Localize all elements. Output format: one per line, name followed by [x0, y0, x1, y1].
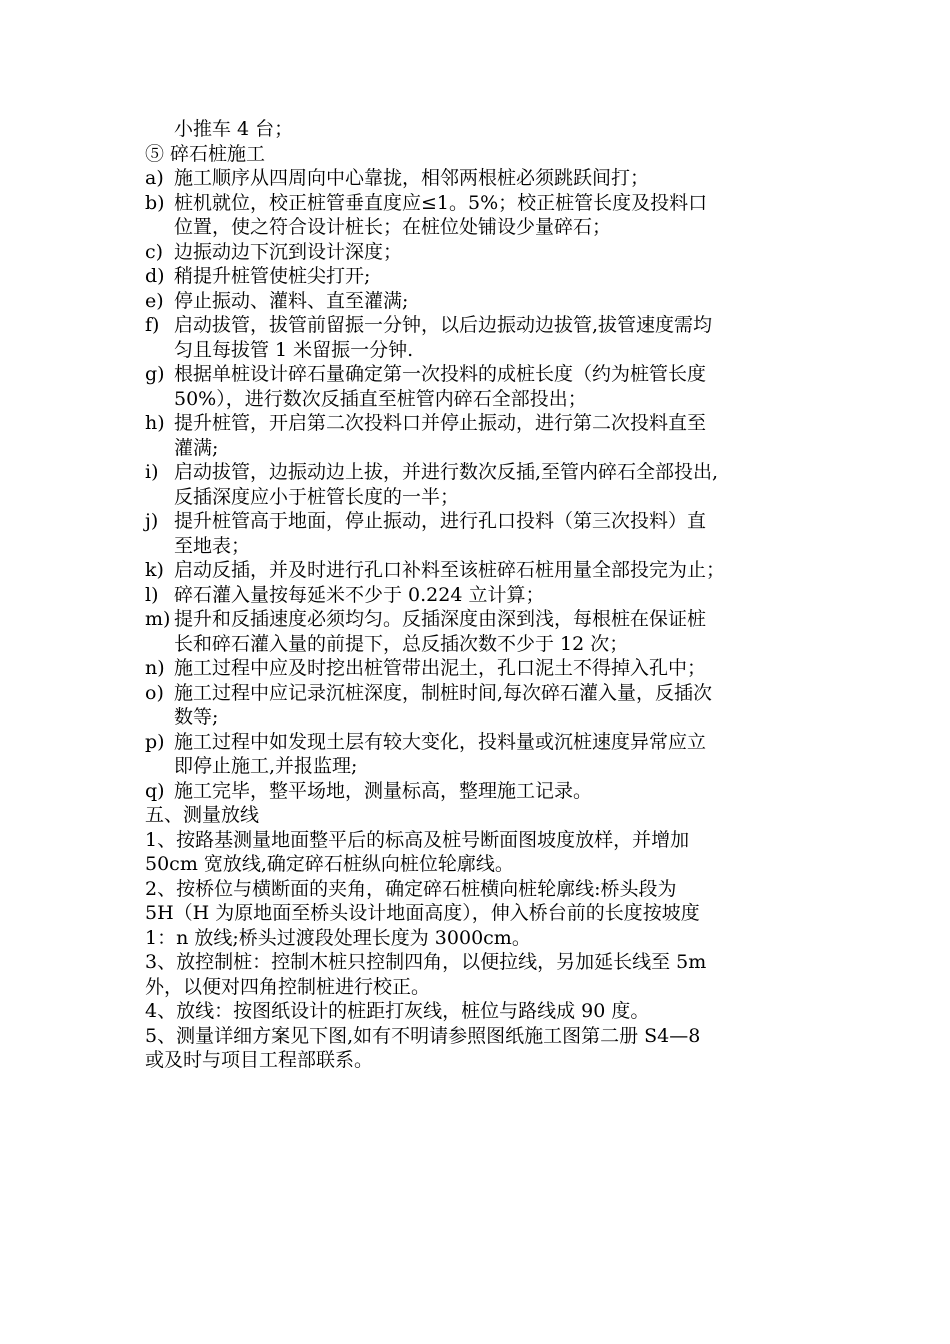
- text-line: 施工过程中如发现土层有较大变化，投料量或沉桩速度异常应立: [174, 730, 707, 753]
- paragraph: [145, 828, 810, 877]
- list-item: [145, 362, 810, 411]
- list-item: [145, 656, 810, 681]
- list-item: [145, 681, 810, 730]
- list-item: [145, 289, 810, 314]
- list-item-text: [174, 509, 810, 558]
- list-item-text: [174, 583, 810, 608]
- list-item-text: [174, 313, 810, 362]
- text-line: 5、测量详细方案见下图,如有不明请参照图纸施工图第二册 S4—8: [145, 1024, 701, 1047]
- list-item: [145, 166, 810, 191]
- text-line: 灌满;: [174, 436, 219, 459]
- paragraph: [145, 1024, 810, 1073]
- text-line: 碎石灌入量按每延米不少于 0.224 立计算；: [174, 583, 545, 606]
- list-item: [145, 191, 810, 240]
- text-line: 至地表；: [174, 534, 251, 557]
- text-line: 位置，使之符合设计桩长；在桩位处铺设少量碎石；: [174, 216, 612, 238]
- list-item-marker: a): [145, 167, 164, 189]
- text-line: 2、按桥位与横断面的夹角，确定碎石桩横向桩轮廓线:桥头段为: [145, 877, 677, 900]
- list-item: [145, 264, 810, 289]
- list-item-text: [174, 411, 810, 460]
- list-item-marker: h): [145, 412, 165, 434]
- text-line: 提升和反插速度必须均匀。反插深度由深到浅，每根桩在保证桩: [174, 608, 707, 630]
- list-item-marker: n): [145, 657, 165, 679]
- list-item: [145, 509, 810, 558]
- list-item-marker: j): [145, 510, 159, 532]
- list-item-text: [174, 681, 810, 730]
- list-item-marker: m): [145, 608, 171, 630]
- text-line: 长和碎石灌入量的前提下，总反插次数不少于 12 次；: [174, 632, 629, 655]
- text-line: 1：n 放线;桥头过渡段处理长度为 3000cm。: [145, 926, 531, 949]
- document-page: [145, 117, 810, 1073]
- list-item-marker: k): [145, 559, 164, 581]
- list-item-marker: p): [145, 730, 165, 753]
- list-item: [145, 411, 810, 460]
- list-item-text: [174, 460, 810, 509]
- list-item-text: [174, 362, 810, 411]
- list-item-marker: e): [145, 289, 164, 312]
- construction-steps-list: [145, 166, 810, 803]
- text-line: 施工顺序从四周向中心靠拢，相邻两根桩必须跳跃间打；: [174, 167, 650, 189]
- list-item-text: [174, 656, 810, 681]
- list-item: [145, 313, 810, 362]
- list-item-marker: l): [145, 583, 159, 606]
- list-item: [145, 607, 810, 656]
- list-item-marker: f): [145, 314, 160, 336]
- text-line: 反插深度应小于桩管长度的一半；: [174, 485, 460, 508]
- list-item-marker: g): [145, 363, 165, 385]
- text-line: 3、放控制桩：控制木桩只控制四角，以便拉线，另加延长线至 5m: [145, 951, 707, 973]
- text-line: 施工过程中应记录沉桩深度，制桩时间,每次碎石灌入量，反插次: [174, 681, 713, 704]
- text-line: 50cm 宽放线,确定碎石桩纵向桩位轮廓线。: [145, 853, 514, 875]
- text-line: 停止振动、灌料、直至灌满;: [174, 289, 409, 312]
- text-line: 边振动边下沉到设计深度；: [174, 240, 403, 263]
- text-line: 1、按路基测量地面整平后的标高及桩号断面图坡度放样，并增加: [145, 828, 690, 851]
- text-line: 数等;: [174, 706, 219, 728]
- list-item: [145, 558, 810, 583]
- list-item-marker: i): [145, 461, 159, 483]
- intro-line: 小推车 4 台；: [174, 118, 294, 140]
- list-item-text: [174, 191, 810, 240]
- text-line: 桩机就位，校正桩管垂直度应≤1。5%；校正桩管长度及投料口: [174, 191, 708, 214]
- text-line: 提升桩管高于地面，停止振动，进行孔口投料（第三次投料）直: [174, 510, 707, 532]
- text-line: 4、放线：按图纸设计的桩距打灰线，桩位与路线成 90 度。: [145, 1000, 650, 1022]
- paragraph: [145, 999, 810, 1024]
- text-line: 启动拔管，边振动边上拔，并进行数次反插,至管内碎石全部投出,: [174, 461, 719, 483]
- text-line: 启动拔管，拔管前留振一分钟，以后边振动边拔管,拔管速度需均: [174, 314, 713, 336]
- paragraph: [145, 877, 810, 951]
- text-line: 或及时与项目工程部联系。: [145, 1049, 374, 1071]
- text-line: 即停止施工,并报监理;: [174, 755, 358, 777]
- survey-paragraphs: [145, 828, 810, 1073]
- text-line: 根据单桩设计碎石量确定第一次投料的成桩长度（约为桩管长度: [174, 363, 707, 385]
- list-item-marker: b): [145, 191, 165, 214]
- list-item-text: [174, 289, 810, 314]
- list-item: [145, 779, 810, 804]
- list-item-text: [174, 166, 810, 191]
- text-line: 5H（H 为原地面至桥头设计地面高度），伸入桥台前的长度按坡度: [145, 902, 700, 924]
- list-item-text: [174, 240, 810, 265]
- section-heading-gravel-pile: ⑤ 碎石桩施工: [145, 142, 266, 165]
- text-line: 匀且每拔管 1 米留振一分钟.: [174, 338, 414, 361]
- list-item: [145, 583, 810, 608]
- text-line: 提升桩管，开启第二次投料口并停止振动，进行第二次投料直至: [174, 412, 707, 434]
- list-item-text: [174, 558, 810, 583]
- list-item-marker: q): [145, 779, 165, 802]
- list-item: [145, 240, 810, 265]
- text-line: 稍提升桩管使桩尖打开;: [174, 265, 371, 287]
- section-heading-survey: 五、测量放线: [145, 804, 260, 826]
- list-item-marker: c): [145, 240, 164, 263]
- text-line: 启动反插，并及时进行孔口补料至该桩碎石桩用量全部投完为止；: [174, 559, 726, 581]
- list-item-text: [174, 730, 810, 779]
- text-line: 外，以便对四角控制桩进行校正。: [145, 975, 431, 998]
- list-item-text: [174, 264, 810, 289]
- text-line: 施工完毕，整平场地，测量标高，整理施工记录。: [174, 779, 593, 802]
- list-item: [145, 460, 810, 509]
- list-item-marker: d): [145, 265, 165, 287]
- list-item: [145, 730, 810, 779]
- text-line: 施工过程中应及时挖出桩管带出泥土，孔口泥土不得掉入孔中；: [174, 657, 707, 679]
- paragraph: [145, 950, 810, 999]
- list-item-marker: o): [145, 681, 164, 704]
- text-line: 50%），进行数次反插直至桩管内碎石全部投出；: [174, 387, 587, 410]
- list-item-text: [174, 607, 810, 656]
- list-item-text: [174, 779, 810, 804]
